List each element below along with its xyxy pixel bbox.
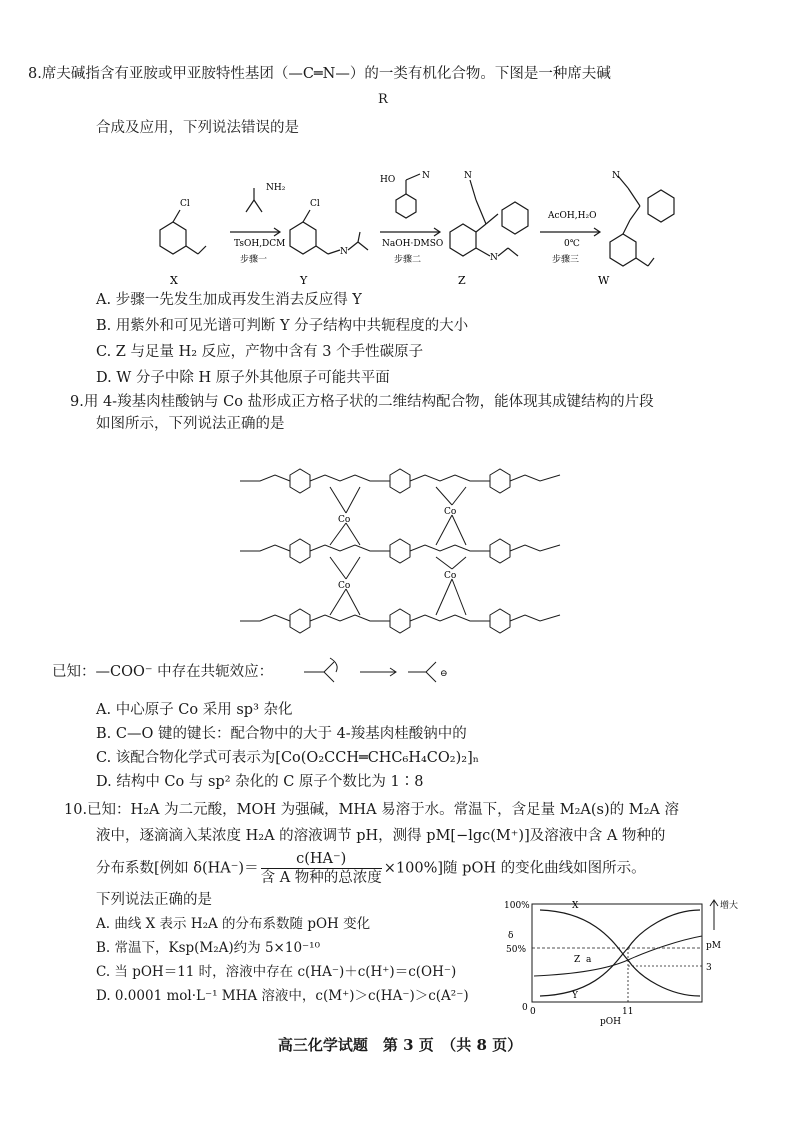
q10-curve-y xyxy=(540,910,700,996)
q10-x-origin: 0 xyxy=(530,1007,536,1017)
q10-x-mark-11: 11 xyxy=(622,1007,634,1017)
q10-label-y: Y xyxy=(572,991,578,1001)
q10-ylabel-delta: δ xyxy=(508,931,514,941)
q10-prompt: 下列说法正确的是 xyxy=(96,892,212,908)
q10-chart xyxy=(500,890,740,1030)
q9-option-b: B. C—O 键的键长：配合物中的大于 4-羧基肉桂酸钠中的 xyxy=(96,726,467,742)
q10-frac-den: 含 A 物种的总浓度 xyxy=(260,870,382,886)
q10-option-d: D. 0.0001 mol·L⁻¹ MHA 溶液中，c(M⁺)＞c(HA⁻)＞c(A²⁻) xyxy=(96,988,469,1004)
q8-step1: 步骤一 xyxy=(240,255,268,265)
q10-label-x: X xyxy=(572,901,579,911)
q9-resonance-diagram xyxy=(300,650,460,690)
q10-stem-line1: 10.已知：H₂A 为二元酸，MOH 为强碱，MHA 易溶于水。常温下，含足量 M₂A(s)的 M₂A 溶 xyxy=(64,802,680,818)
q9-co-2: Co xyxy=(444,507,457,517)
q8-y-cl: Cl xyxy=(310,199,320,209)
q8-reagent2: NaOH·DMSO xyxy=(382,239,444,249)
q9-co-3: Co xyxy=(338,581,351,591)
q10-ylabel-pm: pM xyxy=(706,941,721,951)
svg-text:⊖: ⊖ xyxy=(440,669,448,679)
q8-option-b: B. 用紫外和可见光谱可判断 Y 分子结构中共轭程度的大小 xyxy=(96,318,469,334)
q10-line3-post: ×100%]随 pOH 的变化曲线如图所示。 xyxy=(383,860,646,877)
q10-frac-num: c(HA⁻) xyxy=(261,850,382,869)
q9-co-4: Co xyxy=(444,571,457,581)
q10-option-a: A. 曲线 X 表示 H₂A 的分布系数随 pOH 变化 xyxy=(96,916,371,932)
q10-ytick-50: 50% xyxy=(506,945,527,955)
q10-option-c: C. 当 pOH＝11 时，溶液中存在 c(HA⁻)＋c(H⁺)＝c(OH⁻) xyxy=(96,964,457,980)
q8-step2: 步骤二 xyxy=(394,255,422,265)
q10-fraction xyxy=(261,850,382,887)
q10-curve-z xyxy=(534,936,702,976)
q10-curve-x xyxy=(540,910,700,996)
q8-reagent3b: 0℃ xyxy=(564,239,580,249)
q9-option-a: A. 中心原子 Co 采用 sp³ 杂化 xyxy=(96,702,293,718)
q9-stem-line2: 如图所示，下列说法正确的是 xyxy=(96,416,285,432)
q10-stem-line3 xyxy=(96,850,646,887)
q8-step3: 步骤三 xyxy=(552,255,580,265)
q9-known: 已知：—COO⁻ 中存在共轭效应： xyxy=(52,664,274,680)
q10-arrow-label: 增大 xyxy=(720,901,739,911)
q8-label-z: Z xyxy=(458,274,466,287)
q8-option-a: A. 步骤一先发生加成再发生消去反应得 Y xyxy=(96,292,362,308)
q8-stem-line1: 8.席夫碱指含有亚胺或甲亚胺特性基团（—C═N—）的一类有机化合物。下图是一种席夫碱 xyxy=(28,66,611,82)
q10-ytick-0: 0 xyxy=(522,1003,528,1013)
q10-pm-mark-3: 3 xyxy=(706,963,712,973)
q8-nh2: NH₂ xyxy=(266,183,286,193)
q10-xlabel: pOH xyxy=(600,1017,621,1027)
q9-coordination-network xyxy=(230,455,570,655)
q8-y-n: N xyxy=(340,247,348,257)
q10-ytick-100: 100% xyxy=(504,901,530,911)
q10-label-a: a xyxy=(586,955,592,965)
q10-plot-frame xyxy=(532,904,702,1002)
q8-z-n2: N xyxy=(490,253,498,263)
q8-ho: HO xyxy=(380,175,396,185)
q8-option-d: D. W 分子中除 H 原子外其他原子可能共平面 xyxy=(96,370,390,386)
q8-w-n: N xyxy=(612,171,620,181)
q8-stem-line2: 合成及应用，下列说法错误的是 xyxy=(96,120,299,136)
q8-reagent1: TsOH,DCM xyxy=(234,239,286,249)
q8-x-cl: Cl xyxy=(180,199,190,209)
page-footer: 高三化学试题 第 3 页 （共 8 页） xyxy=(277,1036,523,1054)
q8-r-label: R xyxy=(378,92,388,107)
q9-option-c: C. 该配合物化学式可表示为[Co(O₂CCH═CHC₆H₄CO₂)₂]ₙ xyxy=(96,750,479,766)
q9-stem-line1: 9.用 4-羧基肉桂酸钠与 Co 盐形成正方格子状的二维结构配合物，能体现其成键结构的片段 xyxy=(70,394,654,410)
q10-stem-line2: 液中，逐滴滴入某浓度 H₂A 的溶液调节 pH，测得 pM[−lgc(M⁺)]及溶液中含 A 物种的 xyxy=(96,828,666,844)
q8-label-x: X xyxy=(170,274,178,287)
q8-label-w: W xyxy=(598,274,610,287)
q8-reaction-scheme xyxy=(140,170,740,290)
q8-reagent3a: AcOH,H₂O xyxy=(548,211,597,221)
q9-co-1: Co xyxy=(338,515,351,525)
q8-reagent-n: N xyxy=(422,171,430,181)
q10-line3-pre: 分布系数[例如 δ(HA⁻)＝ xyxy=(96,860,259,877)
q8-z-n: N xyxy=(464,171,472,181)
q9-option-d: D. 结构中 Co 与 sp² 杂化的 C 原子个数比为 1∶8 xyxy=(96,774,424,790)
q8-option-c: C. Z 与足量 H₂ 反应，产物中含有 3 个手性碳原子 xyxy=(96,344,424,360)
q10-option-b: B. 常温下，Ksp(M₂A)约为 5×10⁻¹⁰ xyxy=(96,940,320,956)
q8-label-y: Y xyxy=(300,274,308,287)
q10-label-z: Z xyxy=(574,955,581,965)
